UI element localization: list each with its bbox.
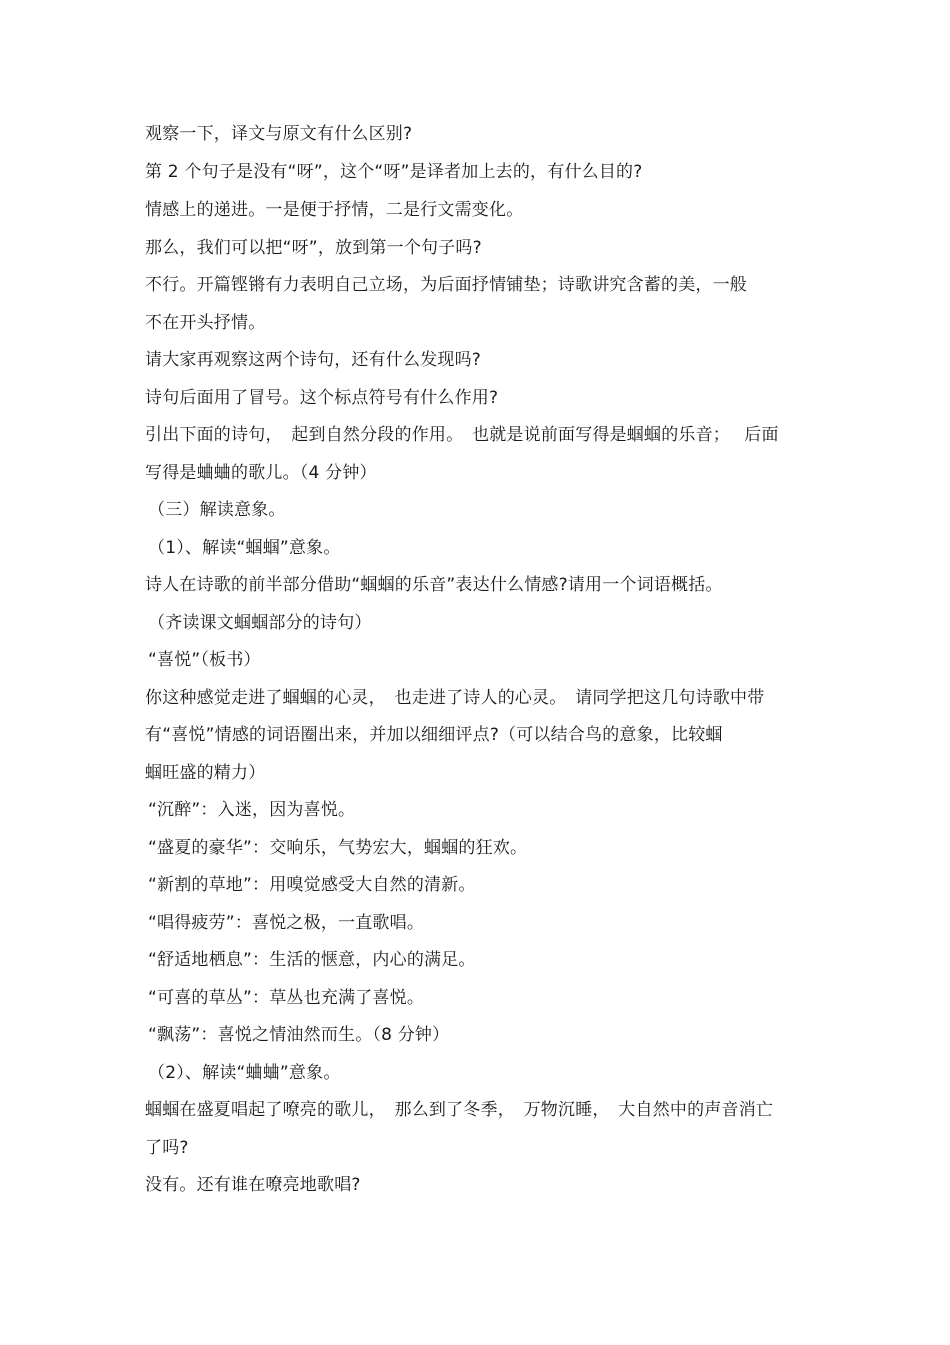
section-heading: （三）解读意象。 [148, 500, 286, 520]
list-item: “可喜的草丛”：草丛也充满了喜悦。 [148, 988, 425, 1008]
list-item: “盛夏的豪华”：交响乐，气势宏大，蝈蝈的狂欢。 [148, 838, 528, 858]
list-item: “唱得疲劳”：喜悦之极，一直歌唱。 [148, 913, 425, 933]
list-item: “舒适地栖息”：生活的惬意，内心的满足。 [148, 950, 476, 970]
text-line: 第 2 个句子是没有“呀”，这个“呀”是译者加上去的，有什么目的? [145, 162, 643, 182]
text-line: 没有。还有谁在嘹亮地歌唱? [145, 1175, 361, 1195]
text-line: 有“喜悦”情感的词语圈出来，并加以细细评点?（可以结合鸟的意象，比较蝈 [145, 725, 723, 745]
list-item: “沉醉”：入迷，因为喜悦。 [148, 800, 356, 820]
text-line: 了吗? [145, 1138, 189, 1158]
text-line: 情感上的递进。一是便于抒情，二是行文需变化。 [145, 200, 524, 220]
text-line: 诗句后面用了冒号。这个标点符号有什么作用? [145, 388, 499, 408]
text-line: 请大家再观察这两个诗句，还有什么发现吗? [145, 350, 482, 370]
text-line: 写得是蛐蛐的歌儿。（4 分钟） [145, 463, 377, 483]
text-line: 那么，我们可以把“呀”，放到第一个句子吗? [145, 238, 482, 258]
text-line: （齐读课文蝈蝈部分的诗句） [148, 613, 372, 633]
text-line: 你这种感觉走进了蝈蝈的心灵， 也走进了诗人的心灵。 请同学把这几句诗歌中带 [145, 688, 765, 708]
text-line: 不行。开篇铿锵有力表明自己立场，为后面抒情铺垫；诗歌讲究含蓄的美，一般 [145, 275, 747, 295]
subsection-heading: （1）、解读“蝈蝈”意象。 [148, 538, 341, 558]
list-item: “飘荡”：喜悦之情油然而生。（8 分钟） [148, 1025, 450, 1045]
text-line: 不在开头抒情。 [145, 313, 266, 333]
text-line: 蝈旺盛的精力） [145, 763, 266, 783]
text-line: 观察一下，译文与原文有什么区别? [145, 124, 413, 144]
text-line: 诗人在诗歌的前半部分借助“蝈蝈的乐音”表达什么情感?请用一个词语概括。 [145, 575, 723, 595]
text-line: 引出下面的诗句， 起到自然分段的作用。 也就是说前面写得是蝈蝈的乐音； 后面 [145, 425, 779, 445]
list-item: “新割的草地”：用嗅觉感受大自然的清新。 [148, 875, 476, 895]
subsection-heading: （2）、解读“蛐蛐”意象。 [148, 1063, 341, 1083]
text-line: “喜悦”（板书） [148, 650, 261, 670]
text-line: 蝈蝈在盛夏唱起了嘹亮的歌儿， 那么到了冬季， 万物沉睡， 大自然中的声音消亡 [145, 1100, 774, 1120]
